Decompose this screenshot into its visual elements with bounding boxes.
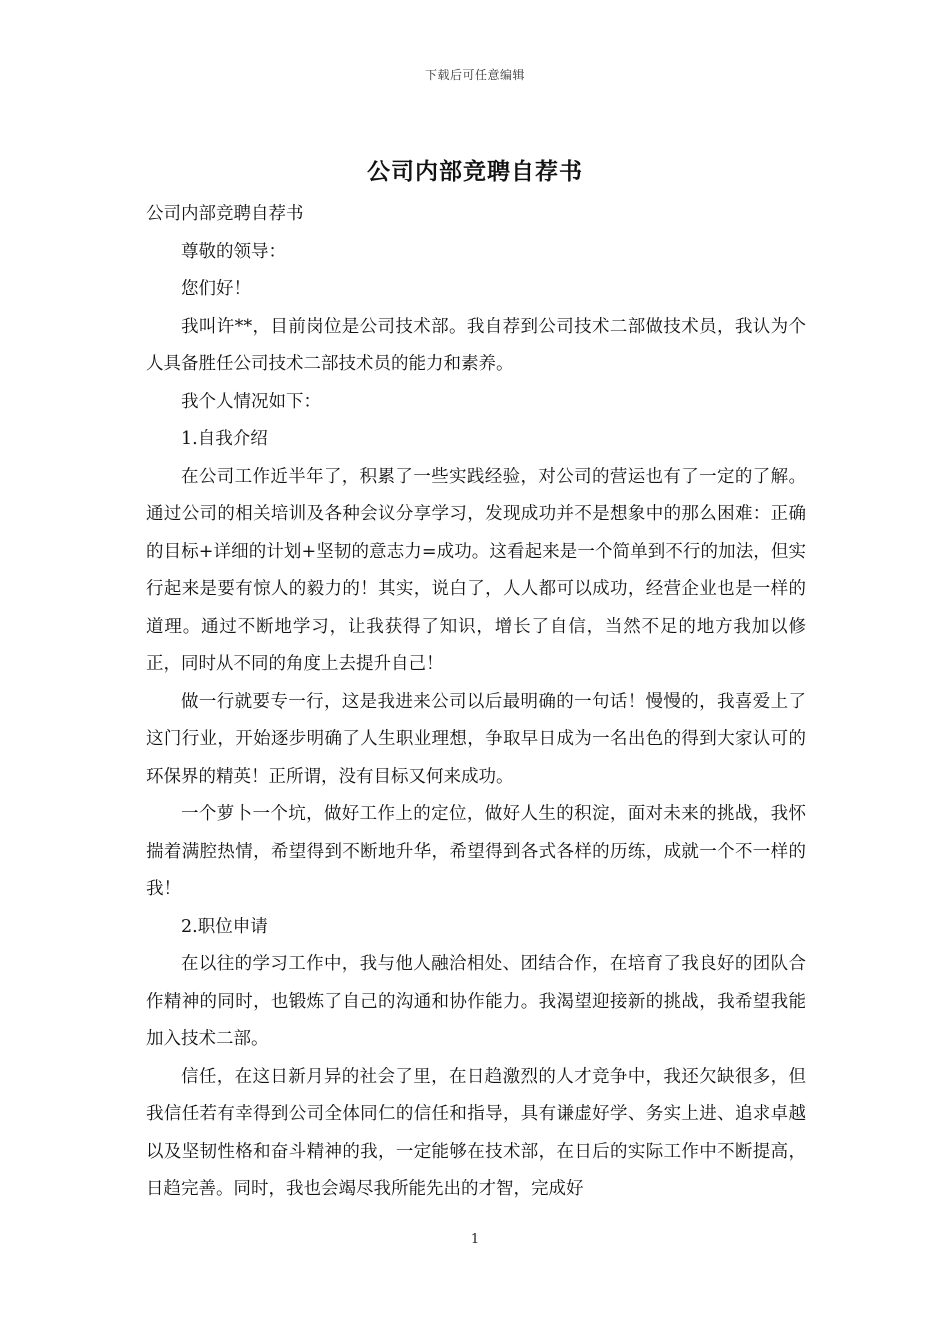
paragraph-work-experience: 在公司工作近半年了，积累了一些实践经验，对公司的营运也有了一定的了解。通过公司的相关培训及各种会议分享学习，发现成功并不是想象中的那么困难：正确的目标+详细的计划+坚韧的意志力=成功。这看起来是一个简单到不行的加法，但实行起来是要有惊人的毅力的！其实，说白了，人人都可以成功，经营企业也是一样的道理。通过不断地学习，让我获得了知识，增长了自信，当然不足的地方我加以修正，同时从不同的角度上去提升自己！ <box>146 466 806 674</box>
salutation: 尊敬的领导： <box>181 241 286 262</box>
document-body <box>146 196 806 1209</box>
paragraph-career-goal: 做一行就要专一行，这是我进来公司以后最明确的一句话！慢慢的，我喜爱上了这门行业，开始逐步明确了人生职业理想，争取早日成为一名出色的得到大家认可的环保界的精英！正所谓，没有目标又何来成功。 <box>146 691 806 787</box>
paragraph-introduction: 我叫许**，目前岗位是公司技术部。我自荐到公司技术二部做技术员，我认为个人具备胜任公司技术二部技术员的能力和素养。 <box>146 316 806 374</box>
paragraph-trust: 信任，在这日新月异的社会了里，在日趋激烈的人才竞争中，我还欠缺很多，但我信任若有幸得到公司全体同仁的信任和指导，具有谦虚好学、务实上进、追求卓越以及坚韧性格和奋斗精神的我，一定能够在技术部，在日后的实际工作中不断提高，日趋完善。同时，我也会竭尽我所能先出的才智，完成好 <box>146 1066 806 1199</box>
section-heading-application: 2.职位申请 <box>181 916 268 937</box>
page-number: 1 <box>470 1232 480 1247</box>
paragraph-future-challenge: 一个萝卜一个坑，做好工作上的定位，做好人生的积淀，面对未来的挑战，我怀揣着满腔热情，希望得到不断地升华，希望得到各式各样的历练，成就一个不一样的我！ <box>146 804 806 899</box>
header-note: 下载后可任意编辑 <box>424 68 525 82</box>
document-title: 公司内部竞聘自荐书 <box>367 158 583 185</box>
section-heading-self-intro: 1.自我介绍 <box>181 429 268 449</box>
paragraph-teamwork: 在以往的学习工作中，我与他人融洽相处、团结合作，在培育了我良好的团队合作精神的同时，也锻炼了自己的沟通和协作能力。我渴望迎接新的挑战，我希望我能加入技术二部。 <box>146 954 806 1049</box>
greeting: 您们好！ <box>181 279 251 299</box>
body-subtitle: 公司内部竞聘自荐书 <box>146 204 304 224</box>
paragraph-situation-lead: 我个人情况如下： <box>181 391 321 412</box>
